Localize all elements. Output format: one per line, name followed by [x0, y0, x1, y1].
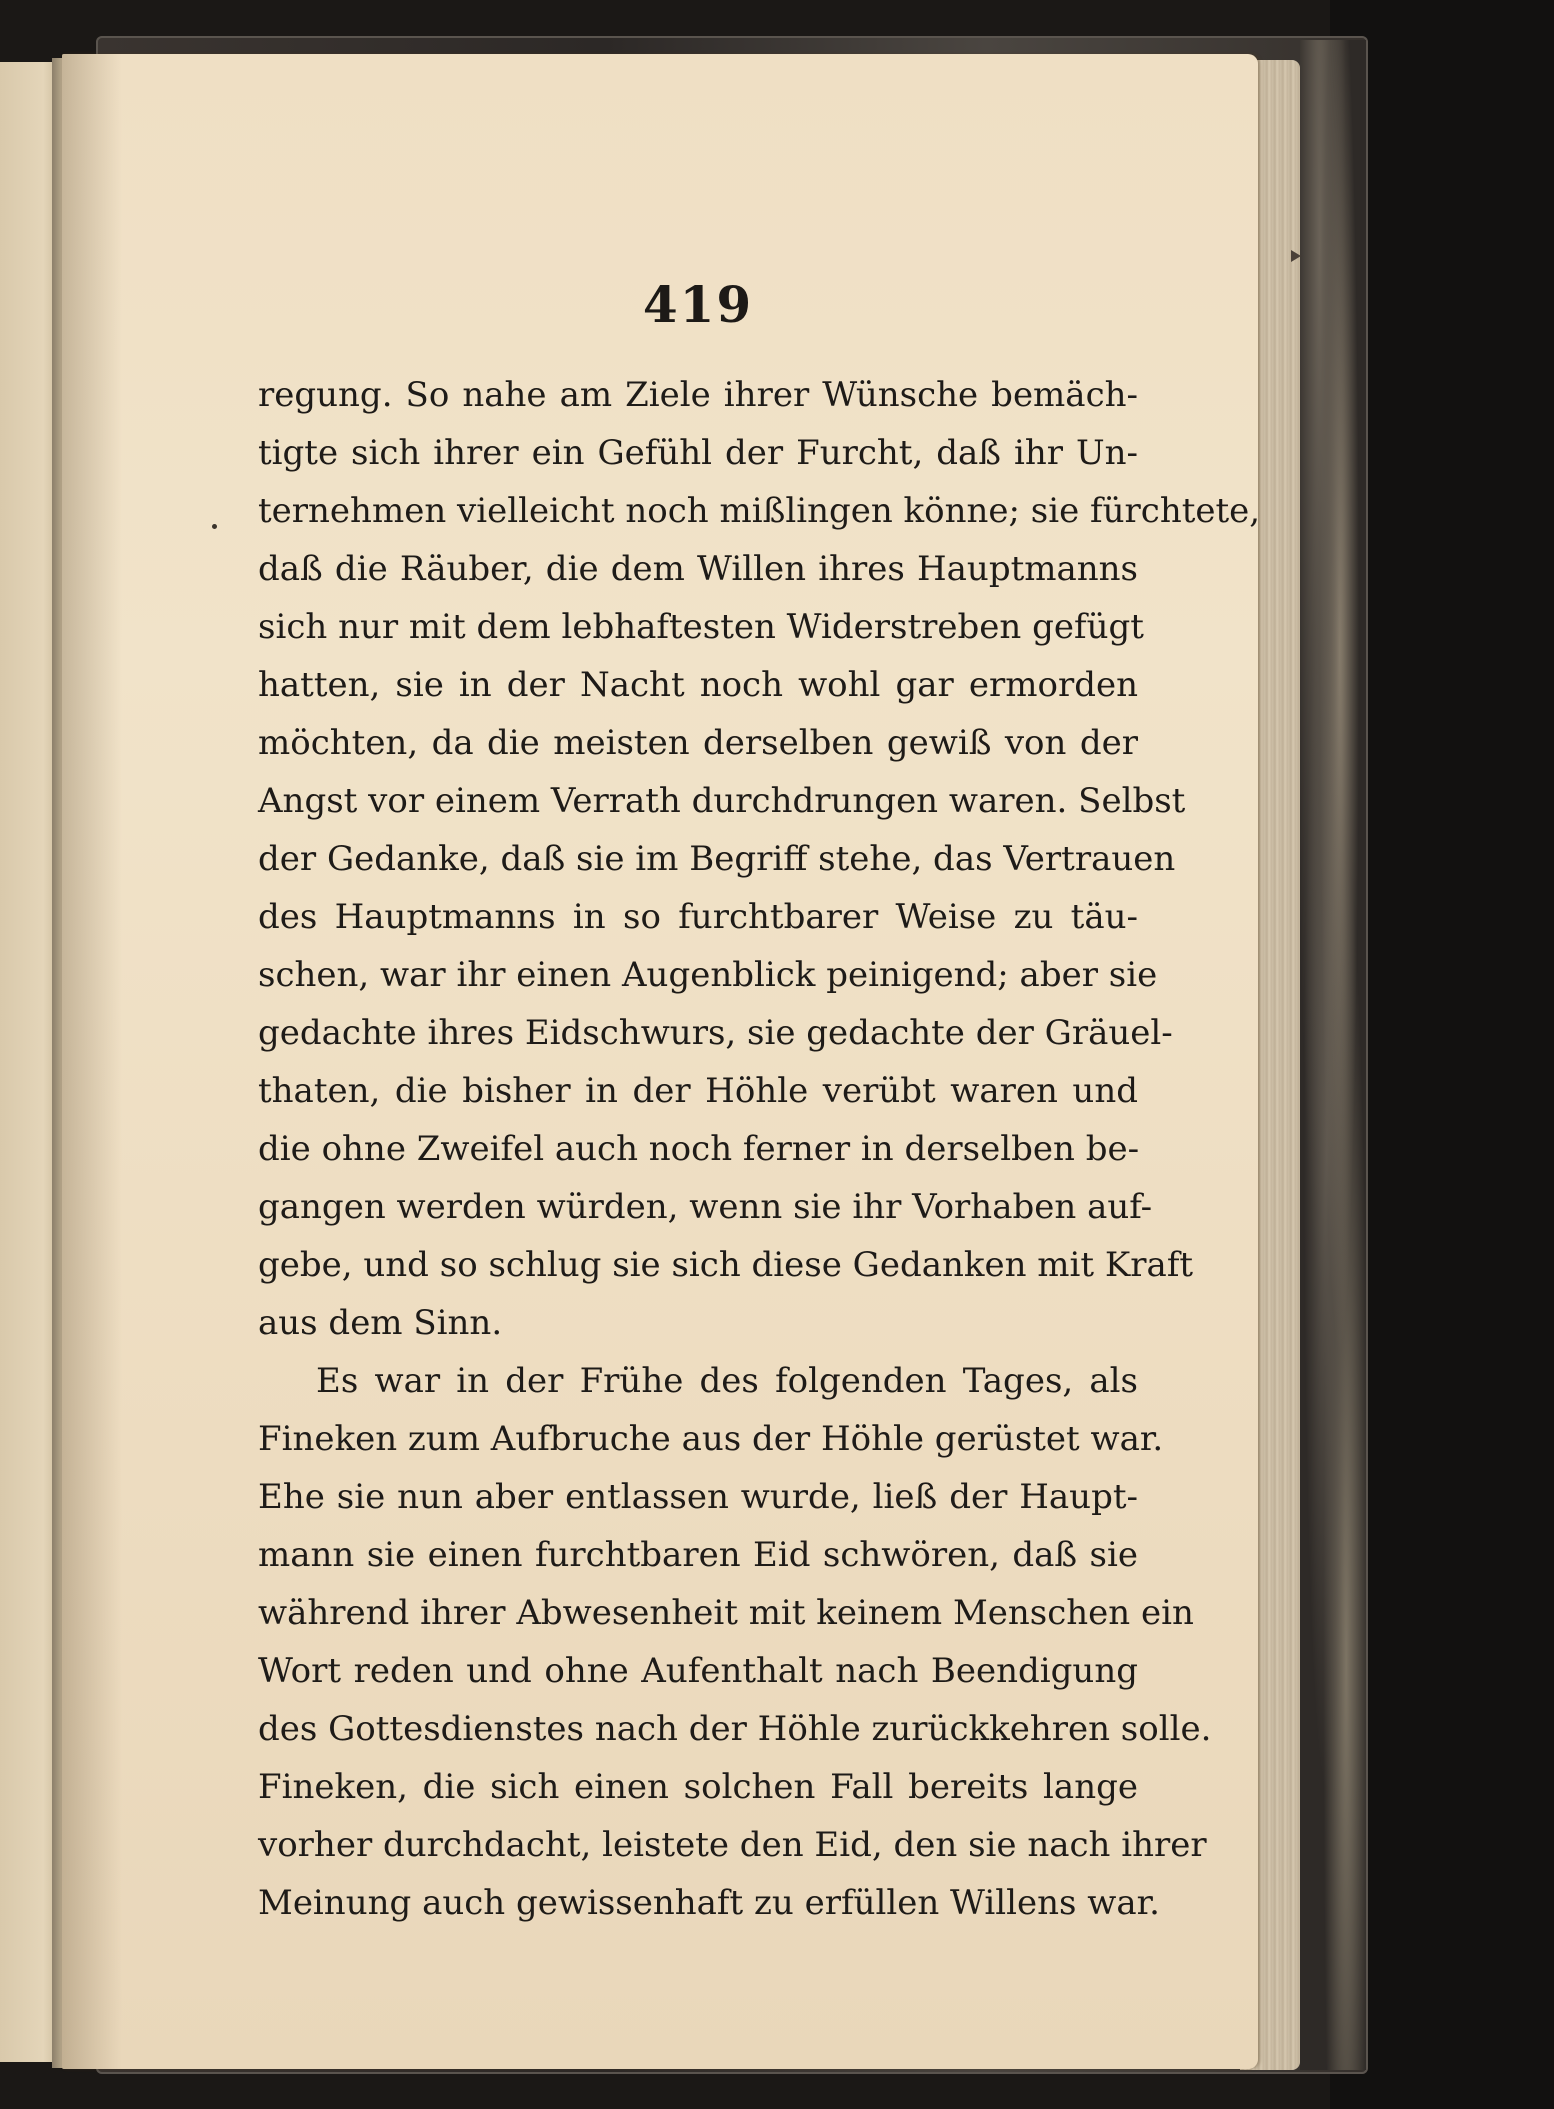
- text-line: vorher durchdacht, leistete den Eid, den sie nach ihrer: [258, 1825, 1207, 1865]
- text-line: während ihrer Abwesenheit mit keinem Menschen ein: [258, 1593, 1194, 1633]
- text-line: regung. So nahe am Ziele ihrer Wünsche bemäch-: [258, 375, 1138, 415]
- text-line: gedachte ihres Eidschwurs, sie gedachte der Gräuel-: [258, 1013, 1173, 1053]
- text-line: Fineken, die sich einen solchen Fall bereits lange: [258, 1767, 1138, 1807]
- text-line: Angst vor einem Verrath durchdrungen waren. Selbst: [258, 781, 1186, 821]
- text-line: thaten, die bisher in der Höhle verübt waren und: [258, 1071, 1138, 1111]
- text-line: hatten, sie in der Nacht noch wohl gar ermorden: [258, 665, 1138, 705]
- text-line: der Gedanke, daß sie im Begriff stehe, das Vertrauen: [258, 839, 1176, 879]
- text-line: Meinung auch gewissenhaft zu erfüllen Willens war.: [258, 1883, 1160, 1923]
- cover-edge-marbling: [1300, 40, 1366, 2070]
- book-page: [62, 54, 1261, 2069]
- page-edge-marker-icon: [1291, 250, 1301, 262]
- text-line: des Gottesdienstes nach der Höhle zurückkehren solle.: [258, 1709, 1212, 1749]
- text-line: gebe, und so schlug sie sich diese Gedanken mit Kraft: [258, 1245, 1194, 1285]
- text-line: Wort reden und ohne Aufenthalt nach Beendigung: [258, 1651, 1138, 1691]
- text-line: des Hauptmanns in so furchtbarer Weise zu täu-: [258, 897, 1138, 937]
- text-line: mann sie einen furchtbaren Eid schwören, daß sie: [258, 1535, 1138, 1575]
- text-line: tigte sich ihrer ein Gefühl der Furcht, daß ihr Un-: [258, 433, 1138, 473]
- text-line: schen, war ihr einen Augenblick peinigend; aber sie: [258, 955, 1158, 995]
- text-line: aus dem Sinn.: [258, 1303, 503, 1343]
- text-line: Fineken zum Aufbruche aus der Höhle gerüstet war.: [258, 1419, 1164, 1459]
- text-line: Ehe sie nun aber entlassen wurde, ließ der Haupt-: [258, 1477, 1138, 1517]
- text-line: ternehmen vielleicht noch mißlingen könne; sie fürchtete,: [258, 491, 1261, 531]
- page-number: 419: [642, 275, 754, 334]
- text-line: die ohne Zweifel auch noch ferner in derselben be-: [258, 1129, 1140, 1169]
- text-line: möchten, da die meisten derselben gewiß von der: [258, 723, 1138, 763]
- text-line: gangen werden würden, wenn sie ihr Vorhaben auf-: [258, 1187, 1153, 1227]
- text-line: daß die Räuber, die dem Willen ihres Hauptmanns: [258, 549, 1138, 589]
- text-line: Es war in der Frühe des folgenden Tages, als: [316, 1361, 1138, 1401]
- ink-speck: [212, 524, 217, 529]
- text-line: sich nur mit dem lebhaftesten Widerstreben gefügt: [258, 607, 1144, 647]
